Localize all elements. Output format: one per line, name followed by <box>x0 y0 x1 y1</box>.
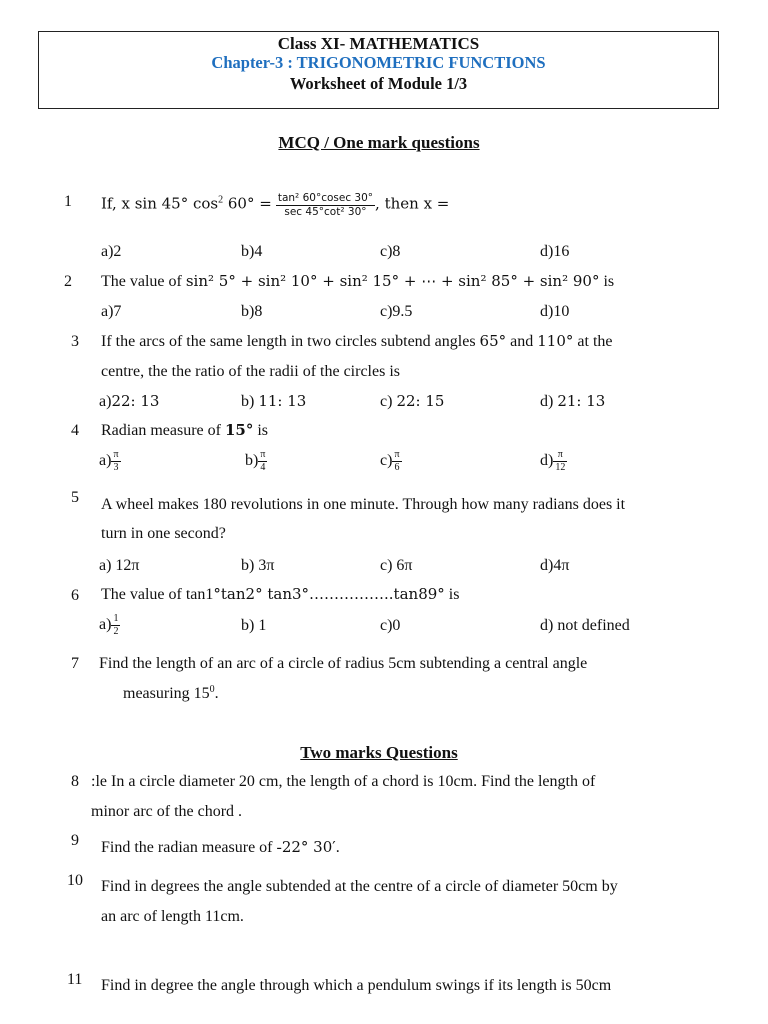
q1-option-b: b)4 <box>241 243 263 260</box>
q1-frac-den: sec 45°cot² 30° <box>284 205 367 218</box>
q3-option-a <box>99 394 159 410</box>
q6-option-b: b) 1 <box>241 617 267 634</box>
q6-lead: The value of tan1 <box>101 586 214 603</box>
q8-number: 8 <box>71 773 79 790</box>
q5-option-d: d)4π <box>540 557 570 574</box>
q3-line1-a: If the arcs of the same length in two circles subtend angles <box>101 333 480 350</box>
q1-number: 1 <box>64 193 72 210</box>
q3-option-c-label: c) <box>380 393 397 410</box>
q8-line1: :le In a circle diameter 20 cm, the length of a chord is 10cm. Find the length of <box>91 773 596 790</box>
q4-option-d-label: d) <box>540 452 554 470</box>
q4-option-b-frac <box>258 450 267 473</box>
q4-option-a-label: a) <box>99 452 112 470</box>
q7-degree-sup: 0 <box>209 684 215 695</box>
q4-option-a-den: 3 <box>113 462 119 473</box>
q4-tail: is <box>253 422 268 439</box>
q6-option-c: c)0 <box>380 617 401 634</box>
q4-option-d <box>540 450 567 473</box>
q11-number: 11 <box>67 971 83 988</box>
q2-text <box>101 274 614 290</box>
q5-option-b: b) 3π <box>241 557 275 574</box>
q2-expr: sin² 5° + sin² 10° + sin² 15° + ⋯ + sin² 85° + sin² 90° <box>185 272 600 290</box>
worksheet-title: Worksheet of Module 1/3 <box>289 74 468 93</box>
q4-option-a-frac <box>111 450 120 473</box>
q9-tail: . <box>335 839 340 856</box>
q2-option-d: d)10 <box>540 303 570 320</box>
q3-angle2: 110° <box>537 332 574 350</box>
chapter-title: Chapter-3 : TRIGONOMETRIC FUNCTIONS <box>211 53 546 72</box>
q6-tail: is <box>444 586 460 603</box>
q3-line2: centre, the the ratio of the radii of the circles is <box>101 363 400 380</box>
q1-frac-num: tan² 60°cosec 30° <box>277 192 374 204</box>
q7-line2 <box>123 686 219 702</box>
worksheet-header <box>38 31 719 109</box>
q4-option-a-num: π <box>113 449 119 460</box>
q3-option-b-label: b) <box>241 393 259 410</box>
q3-number: 3 <box>71 333 79 350</box>
q4-option-c-den: 6 <box>394 462 400 473</box>
q5-option-a: a) 12π <box>99 557 140 574</box>
q1-fraction <box>276 193 375 217</box>
q2-tail: is <box>599 273 615 290</box>
q7-number: 7 <box>71 655 79 672</box>
q9-value: 22° 30′ <box>281 838 336 856</box>
q4-value: 15° <box>224 421 254 439</box>
q3-and: and <box>506 333 538 350</box>
q11-line1: Find in degree the angle through which a pendulum swings if its length is 50cm <box>101 977 612 994</box>
q1-option-a: a)2 <box>101 243 122 260</box>
q4-option-c <box>380 450 402 473</box>
q3-angle1: 65° <box>479 332 507 350</box>
section-two-marks-title: Two marks Questions <box>300 743 458 762</box>
q6-option-a-den: 2 <box>113 626 119 637</box>
q3-option-b-value: 11: 13 <box>258 392 307 410</box>
q9-text <box>101 840 340 856</box>
q3-line1-b: at the <box>573 333 613 350</box>
q1-option-c: c)8 <box>380 243 401 260</box>
q9-number: 9 <box>71 832 79 849</box>
q3-option-d-value: 21: 13 <box>557 392 606 410</box>
q3-option-d-label: d) <box>540 393 558 410</box>
section-mcq-title: MCQ / One mark questions <box>278 133 480 152</box>
q7-line2-text: measuring 15 <box>123 685 210 702</box>
q1-after: , then x = <box>375 194 450 213</box>
q4-option-d-num: π <box>553 450 567 462</box>
q6-option-a-label: a) <box>99 616 112 634</box>
q3-option-d <box>540 394 605 410</box>
q6-text <box>101 587 459 603</box>
q4-option-d-frac <box>553 450 567 473</box>
q4-option-c-frac <box>392 450 401 473</box>
q1-option-d: d)16 <box>540 243 570 260</box>
q6-option-a <box>99 614 120 637</box>
q6-option-d: d) not defined <box>540 617 630 634</box>
q3-option-c <box>380 394 444 410</box>
q2-lead: The value of <box>101 273 186 290</box>
q7-line1: Find the length of an arc of a circle of radius 5cm subtending a central angle <box>99 655 588 672</box>
q4-lead: Radian measure of <box>101 422 225 439</box>
q9-lead: Find the radian measure of - <box>101 839 282 856</box>
q2-option-b: b)8 <box>241 303 263 320</box>
q4-option-b <box>245 450 267 473</box>
q7-line2-end: . <box>214 685 219 702</box>
q5-line1: A wheel makes 180 revolutions in one minute. Through how many radians does it <box>101 496 626 513</box>
q8-line2: minor arc of the chord . <box>91 803 243 820</box>
q2-option-a: a)7 <box>101 303 122 320</box>
q5-number: 5 <box>71 489 79 506</box>
q5-option-c: c) 6π <box>380 557 413 574</box>
q4-option-a <box>99 450 121 473</box>
q3-option-a-value: 22: 13 <box>111 392 160 410</box>
q3-option-b <box>241 394 306 410</box>
q4-option-c-num: π <box>394 449 400 460</box>
class-title: Class XI- MATHEMATICS <box>277 34 480 53</box>
q6-expr: °tan2° tan3°……………..tan89° <box>213 585 445 603</box>
q4-option-b-num: π <box>260 449 266 460</box>
q3-option-a-label: a) <box>99 393 112 410</box>
q1-tail: 60° = <box>223 194 272 213</box>
q4-option-b-label: b) <box>245 452 259 470</box>
q1-text <box>101 193 449 217</box>
q6-number: 6 <box>71 587 79 604</box>
q4-option-c-label: c) <box>380 452 393 470</box>
q4-text <box>101 423 268 439</box>
q4-option-d-den: 12 <box>555 462 566 473</box>
q6-option-a-num: 1 <box>113 613 119 624</box>
q1-lead: If, x sin 45° cos <box>101 194 219 213</box>
q6-option-a-frac <box>111 614 120 637</box>
q5-line2: turn in one second? <box>101 525 226 542</box>
q4-option-b-den: 4 <box>260 462 266 473</box>
q3-line1 <box>101 334 612 350</box>
q10-line2: an arc of length 11cm. <box>101 908 244 925</box>
q10-line1: Find in degrees the angle subtended at the centre of a circle of diameter 50cm by <box>101 878 618 895</box>
q4-number: 4 <box>71 422 79 439</box>
q2-number: 2 <box>64 273 72 290</box>
q1-exp: 2 <box>218 194 224 206</box>
q3-option-c-value: 22: 15 <box>396 392 445 410</box>
q10-number: 10 <box>67 872 83 889</box>
q2-option-c: c)9.5 <box>380 303 413 320</box>
